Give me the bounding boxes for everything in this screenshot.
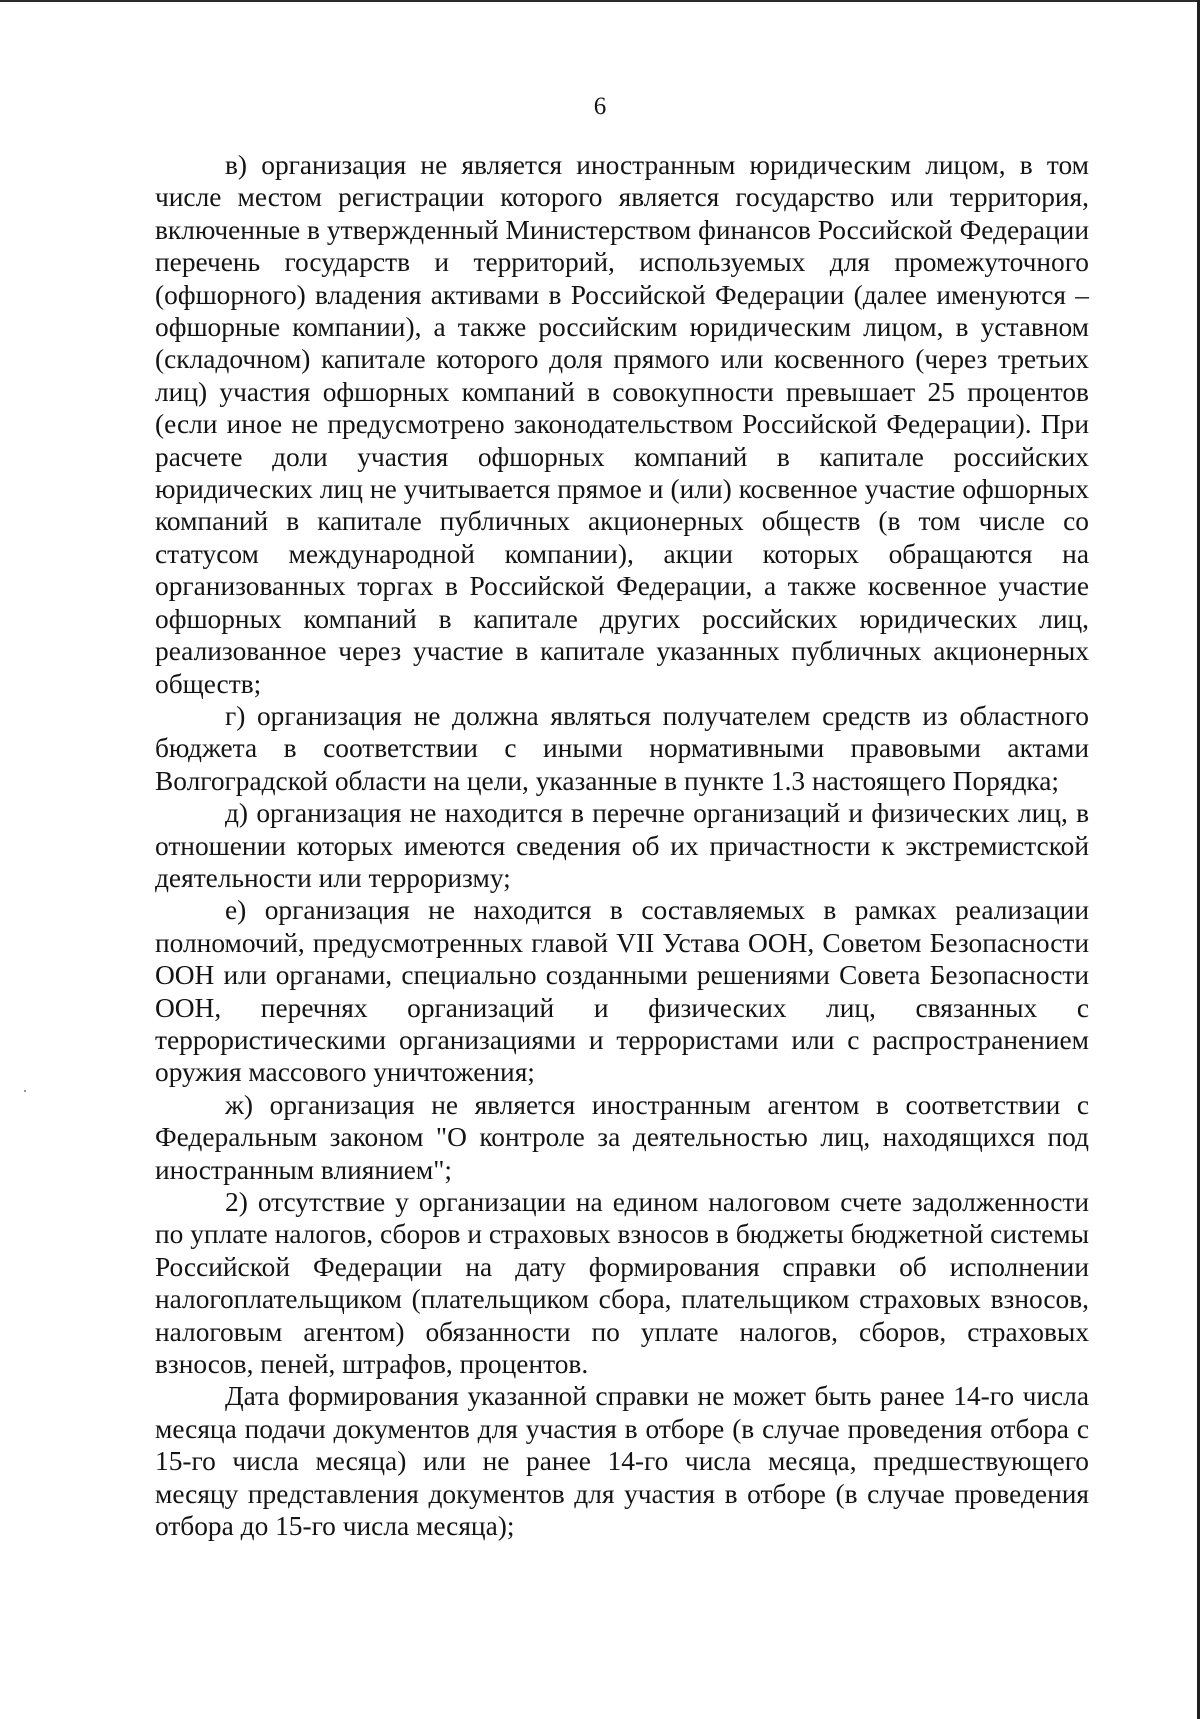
page-number: 6: [593, 93, 607, 120]
paragraph-certificate-date: Дата формирования указанной справки не может быть ранее 14-го числа месяца подачи документов для участия в отборе (в случае проведения отбора с 15-го числа месяца) или не ранее 14-го числа месяца, предшествующего месяцу представления документов для участия в отборе (в случае проведения отбора до 15-го числа месяца);: [155, 1381, 1089, 1542]
paragraph-item-v: в) организация не является иностранным юридическим лицом, в том числе местом регистрации которого является государство или территория, включенные в утвержденный Министерством финансов Российской Федерации перечень государств и территорий, используемых для промежуточного (офшорного) владения активами в Российской Федерации (далее именуются – офшорные компании), а также российским юридическим лицом, в уставном (складочном) капитале которого доля прямого или косвенного (через третьих лиц) участия офшорных компаний в совокупности превышает 25 процентов (если иное не предусмотрено законодательством Российской Федерации). При расчете доли участия офшорных компаний в капитале российских юридических лиц не учитывается прямое и (или) косвенное участие офшорных компаний в капитале публичных акционерных обществ (в том числе со статусом международной компании), акции которых обращаются на организованных торгах в Российской Федерации, а также косвенное участие офшорных компаний в капитале других российских юридических лиц, реализованное через участие в капитале указанных публичных акционерных обществ;: [155, 150, 1089, 699]
scan-edge-top: [0, 0, 1200, 2]
scan-speck: [24, 1090, 26, 1092]
paragraph-item-zh: ж) организация не является иностранным агентом в соответствии с Федеральным законом "О контроле за деятельностью лиц, находящихся под иностранным влиянием";: [155, 1089, 1089, 1185]
document-body: [155, 149, 1089, 1542]
paragraph-item-2: 2) отсутствие у организации на едином налоговом счете задолженности по уплате налогов, сборов и страховых взносов в бюджеты бюджетной системы Российской Федерации на дату формирования справки об исполнении налогоплательщиком (плательщиком сбора, плательщиком страховых взносов, налоговым агентом) обязанности по уплате налогов, сборов, страховых взносов, пеней, штрафов, процентов.: [155, 1187, 1089, 1380]
paragraph-item-d: д) организация не находится в перечне организаций и физических лиц, в отношении которых имеются сведения об их причастности к экстремистской деятельности или терроризму;: [155, 798, 1089, 893]
paragraph-item-g: г) организация не должна являться получателем средств из областного бюджета в соответствии с иными нормативными правовыми актами Волгоградской области на цели, указанные в пункте 1.3 настоящего Порядка;: [155, 700, 1089, 796]
paragraph-item-e: е) организация не находится в составляемых в рамках реализации полномочий, предусмотренных главой VII Устава ООН, Советом Безопасности ООН или органами, специально созданными решениями Совета Безопасности ООН, перечнях организаций и физических лиц, связанных с террористическими организациями и террористами или с распространением оружия массового уничтожения;: [155, 895, 1089, 1088]
